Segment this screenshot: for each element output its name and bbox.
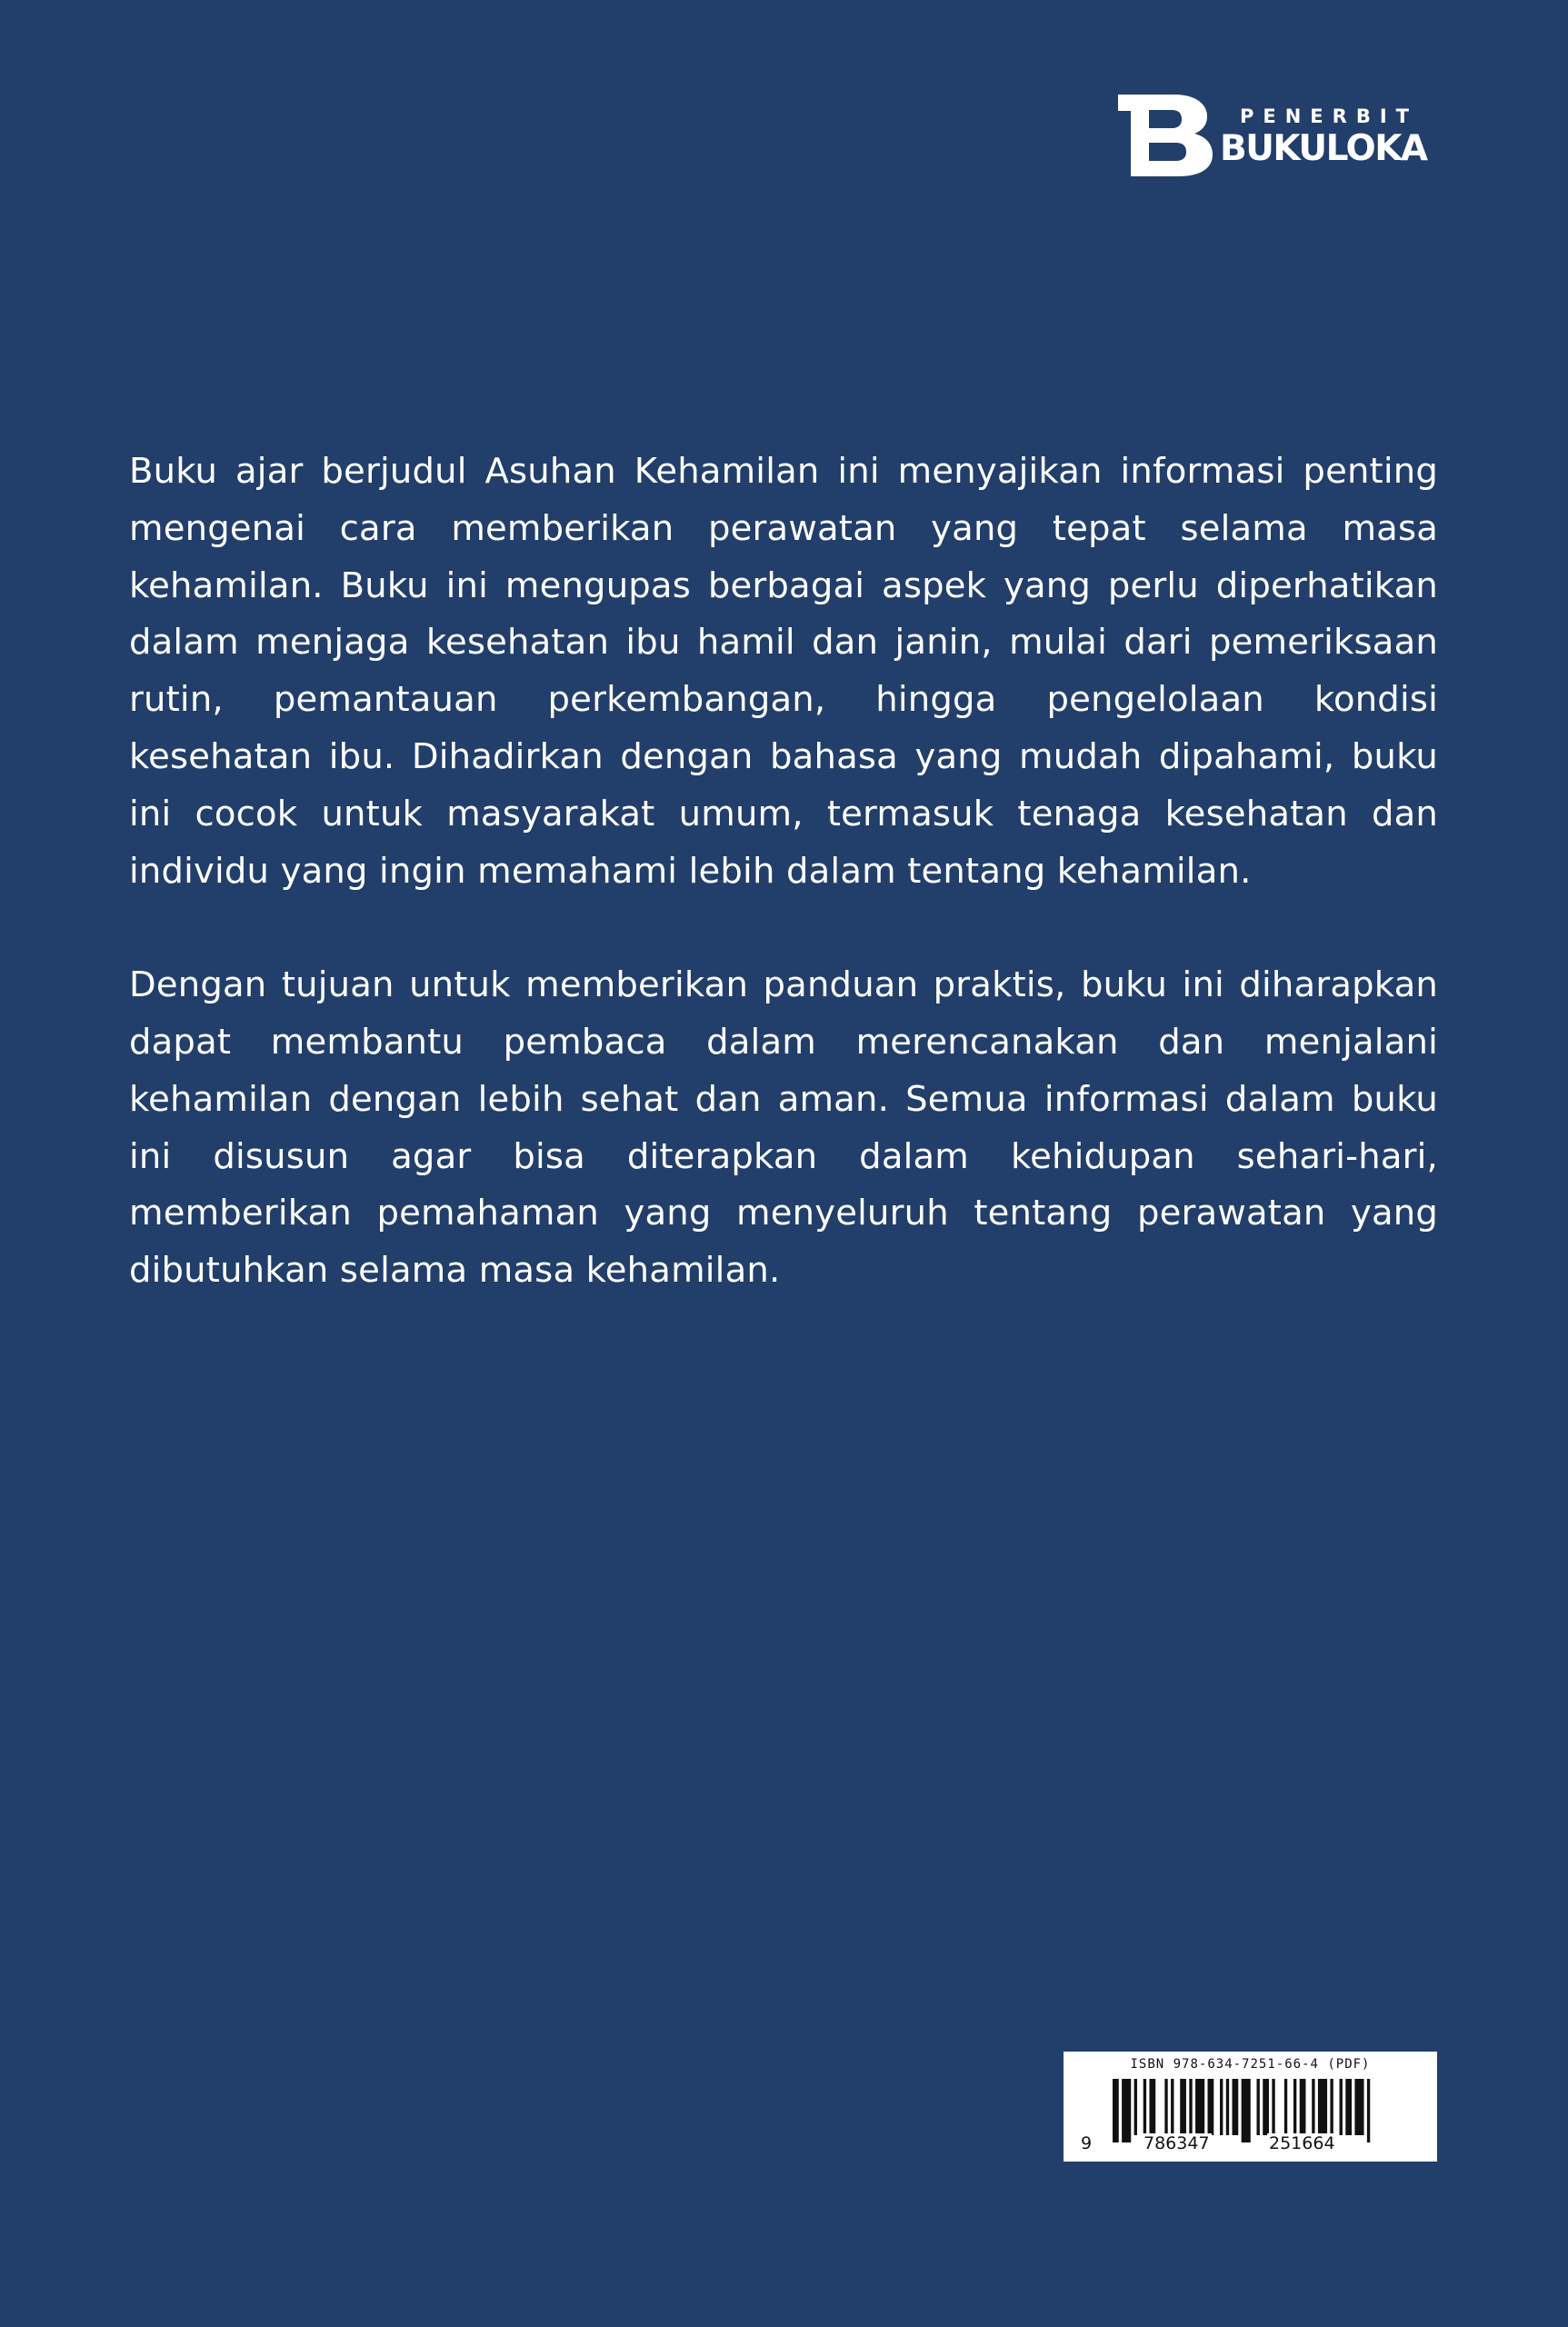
barcode-bar [1312, 2079, 1314, 2135]
barcode-bar [1354, 2079, 1363, 2135]
barcode-bar [1189, 2079, 1192, 2135]
barcode-bar [1233, 2079, 1239, 2135]
isbn-label: ISBN 978-634-7251-66-4 (PDF) [1130, 2057, 1371, 2072]
barcode-bar [1122, 2079, 1131, 2142]
barcode-bar [1300, 2079, 1306, 2135]
description-paragraph: Dengan tujuan untuk memberikan panduan praktis, buku ini diharapkan dapat membantu pembaca dalam merencanakan dan menjalani kehamilan dengan lebih sehat dan aman. Semua informasi dalam buku ini disusun agar bisa diterapkan dalam kehidupan sehari-hari, memberikan pemahaman yang menyeluruh tentang perawatan yang dibutuhkan selama masa kehamilan. [129, 964, 1438, 1292]
isbn-barcode-block [1064, 2052, 1437, 2162]
barcode-bar [1180, 2079, 1186, 2135]
barcode-bar [1284, 2079, 1287, 2135]
barcode-bar [1263, 2079, 1269, 2135]
publisher-label: PENERBIT [1240, 105, 1418, 127]
barcode-bar [1256, 2079, 1259, 2135]
book-description [129, 444, 1438, 1300]
isbn-digits-left: 786347 [1144, 2133, 1210, 2153]
barcode-bar [1208, 2079, 1214, 2135]
barcode-bar [1345, 2079, 1352, 2135]
barcode-bar [1144, 2079, 1146, 2135]
barcode-bar [1330, 2079, 1333, 2135]
isbn-digit-prefix: 9 [1081, 2133, 1093, 2153]
barcode-bar [1164, 2079, 1167, 2135]
barcode-bar [1293, 2079, 1296, 2135]
barcode-bar [1242, 2079, 1251, 2142]
barcode-bar [1195, 2079, 1204, 2135]
description-paragraph: Buku ajar berjudul Asuhan Kehamilan ini menyajikan informasi penting mengenai cara memberikan perawatan yang tepat selama masa kehamilan. Buku ini mengupas berbagai aspek yang perlu diperhatikan dalam menjaga kesehatan ibu hamil dan janin, mulai dari pemeriksaan rutin, pemantauan perkembangan, hingga pengelolaan kondisi kesehatan ibu. Dihadirkan dengan bahasa yang mudah dipahami, buku ini cocok untuk masyarakat umum, termasuk tenaga kesehatan dan individu yang ingin memahami lebih dalam tentang kehamilan. [129, 451, 1438, 892]
letter-b-logo-icon [1118, 95, 1213, 176]
barcode-bar [1272, 2079, 1274, 2135]
barcode-bar [1367, 2079, 1370, 2142]
barcode-bar [1113, 2079, 1119, 2142]
barcode-bar [1134, 2079, 1137, 2135]
publisher-name: BUKULOKA [1220, 128, 1427, 169]
isbn-digits-right: 251664 [1269, 2133, 1335, 2153]
barcode-bar [1220, 2079, 1223, 2135]
barcode-bar [1318, 2079, 1327, 2135]
barcode-bar [1149, 2079, 1155, 2135]
barcode-bar [1226, 2079, 1229, 2135]
barcode-bar [1340, 2079, 1343, 2135]
barcode-bar [1171, 2079, 1174, 2135]
publisher-logo [1118, 95, 1441, 178]
